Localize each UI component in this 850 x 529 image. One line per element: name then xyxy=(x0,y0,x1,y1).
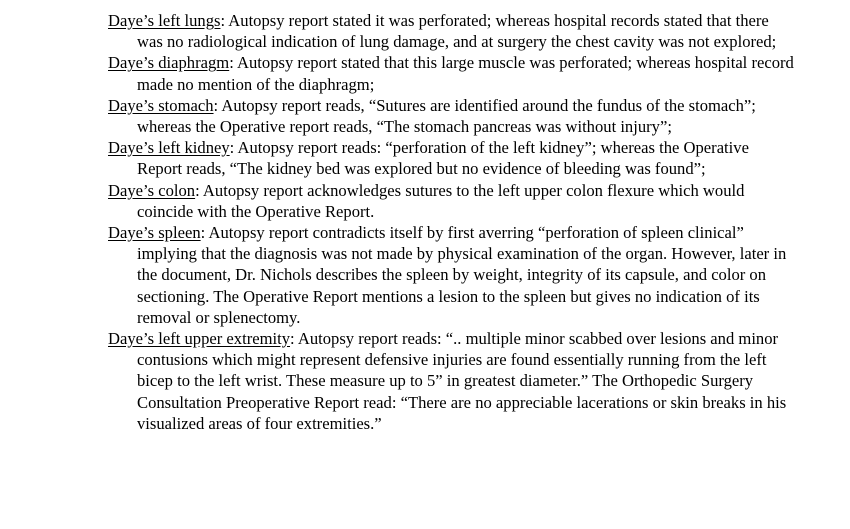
entry-term: Daye’s left kidney xyxy=(108,138,230,158)
entry-left-upper-extremity xyxy=(108,328,798,434)
entry-text: : Autopsy report stated that this large muscle was perforated; whereas hospital record made no mention of the diaphragm; xyxy=(137,53,794,94)
entry-left-lungs xyxy=(108,10,798,52)
entry-spleen xyxy=(108,222,798,328)
entry-term: Daye’s colon xyxy=(108,180,196,200)
entry-stomach xyxy=(108,95,798,137)
entry-term: Daye’s diaphragm xyxy=(108,53,230,73)
entry-term: Daye’s spleen xyxy=(108,223,201,243)
entry-colon xyxy=(108,180,798,222)
entry-term: Daye’s stomach xyxy=(108,95,214,115)
entry-term: Daye’s left lungs xyxy=(108,11,221,30)
entry-diaphragm xyxy=(108,52,798,94)
entry-text: : Autopsy report acknowledges sutures to the left upper colon flexure which would coincide with the Operative Report. xyxy=(137,180,745,221)
entry-text: : Autopsy report reads, “Sutures are identified around the fundus of the stomach”; whereas the Operative report reads, “The stomach pancreas was without injury”; xyxy=(137,95,756,137)
entry-text: : Autopsy report reads: “perforation of the left kidney”; whereas the Operative Report reads, “The kidney bed was explored but no evidence of bleeding was found”; xyxy=(137,138,749,179)
entry-text: : Autopsy report stated it was perforated; whereas hospital records stated that there was no radiological indication of lung damage, and at surgery the chest cavity was not explored; xyxy=(137,11,777,52)
entry-text: : Autopsy report contradicts itself by first averring “perforation of spleen clinical” implying that the diagnosis was not made by physical examination of the organ. However, later in the document, Dr. Nichols describes the spleen by weight, integrity of its capsule, and color on sectioning. The Operative Report mentions a lesion to the spleen but gives no indication of its removal or splenectomy. xyxy=(137,223,787,327)
entry-left-kidney xyxy=(108,137,798,179)
entry-text: : Autopsy report reads: “.. multiple minor scabbed over lesions and minor contusions which might represent defensive injuries are found essentially running from the left bicep to the left wrist. These measure up to 5” in greatest diameter.” The Orthopedic Surgery Consultation Preoperative Report read: “There are no appreciable lacerations or skin breaks in his visualized areas of four extremities.” xyxy=(137,329,787,433)
entry-term: Daye’s left upper extremity xyxy=(108,329,291,349)
document-body xyxy=(108,10,798,434)
